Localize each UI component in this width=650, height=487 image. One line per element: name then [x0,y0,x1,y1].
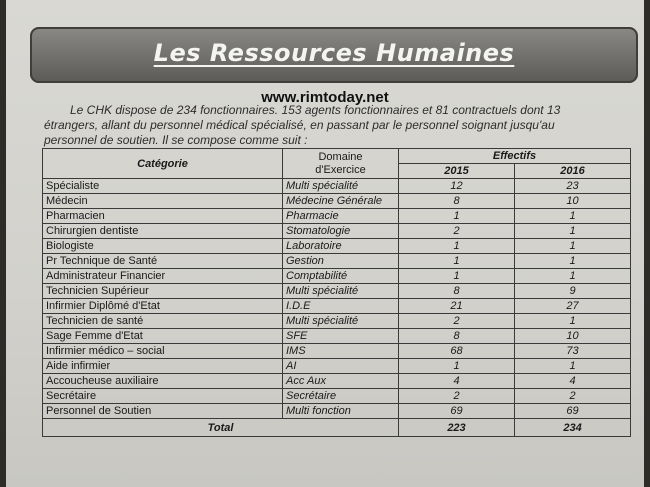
table-row [43,239,631,254]
cell-categorie: Accoucheuse auxiliaire [43,374,283,389]
header-year-2015: 2015 [399,164,515,179]
cell-domaine: Gestion [283,254,399,269]
table-row [43,329,631,344]
cell-categorie: Sage Femme d'Etat [43,329,283,344]
cell-domaine: Multi spécialité [283,179,399,194]
table-row [43,194,631,209]
table-row [43,389,631,404]
intro-line-2: étrangers, allant du personnel médical spécialisé, en passant par le personnel soignant jusqu'au [44,118,555,132]
cell-categorie: Médecin [43,194,283,209]
cell-2016: 1 [515,254,631,269]
table-row [43,209,631,224]
header-domaine-line1: Domaine [318,150,363,163]
cell-categorie: Technicien de santé [43,314,283,329]
total-row [43,419,631,437]
header-domaine [283,149,399,179]
cell-categorie: Biologiste [43,239,283,254]
document-page [6,0,644,487]
cell-2015: 2 [399,314,515,329]
total-label: Total [43,419,399,437]
intro-paragraph [44,103,624,148]
title-banner [30,27,638,83]
cell-categorie: Chirurgien dentiste [43,224,283,239]
cell-domaine: Secrétaire [283,389,399,404]
cell-2016: 1 [515,269,631,284]
cell-categorie: Aide infirmier [43,359,283,374]
cell-domaine: Multi spécialité [283,284,399,299]
cell-2016: 1 [515,224,631,239]
cell-2015: 2 [399,389,515,404]
cell-domaine: Multi spécialité [283,314,399,329]
cell-2015: 21 [399,299,515,314]
cell-domaine: AI [283,359,399,374]
cell-domaine: Laboratoire [283,239,399,254]
cell-categorie: Pr Technique de Santé [43,254,283,269]
cell-categorie: Administrateur Financier [43,269,283,284]
cell-2016: 10 [515,329,631,344]
cell-2016: 27 [515,299,631,314]
cell-2016: 69 [515,404,631,419]
cell-2015: 2 [399,224,515,239]
cell-2015: 8 [399,284,515,299]
table-row [43,179,631,194]
cell-2016: 1 [515,239,631,254]
header-domaine-line2: d'Exercice [315,163,366,176]
cell-2016: 1 [515,209,631,224]
table-row [43,224,631,239]
table-row [43,269,631,284]
cell-2015: 1 [399,359,515,374]
cell-2015: 1 [399,239,515,254]
intro-line-3: personnel de soutien. Il se compose comme suit : [44,133,308,147]
cell-2015: 1 [399,254,515,269]
cell-domaine: Pharmacie [283,209,399,224]
cell-2016: 10 [515,194,631,209]
cell-domaine: Médecine Générale [283,194,399,209]
header-categorie: Catégorie [43,149,283,179]
table-row [43,284,631,299]
cell-domaine: Acc Aux [283,374,399,389]
total-2015: 223 [399,419,515,437]
cell-domaine: Stomatologie [283,224,399,239]
intro-line-1: Le CHK dispose de 234 fonctionnaires. 153 agents fonctionnaires et 81 contractuels dont 13 [70,103,561,117]
cell-2016: 9 [515,284,631,299]
cell-categorie: Infirmier médico – social [43,344,283,359]
watermark-url: www.rimtoday.net [261,89,389,106]
cell-categorie: Secrétaire [43,389,283,404]
cell-2016: 2 [515,389,631,404]
cell-2015: 69 [399,404,515,419]
table-row [43,359,631,374]
cell-2015: 8 [399,329,515,344]
cell-2016: 1 [515,359,631,374]
header-year-2016: 2016 [515,164,631,179]
cell-domaine: I.D.E [283,299,399,314]
total-2016: 234 [515,419,631,437]
cell-2016: 1 [515,314,631,329]
table-row [43,344,631,359]
cell-2015: 1 [399,269,515,284]
cell-domaine: IMS [283,344,399,359]
cell-2016: 4 [515,374,631,389]
cell-categorie: Spécialiste [43,179,283,194]
staff-table [42,148,631,437]
cell-2016: 73 [515,344,631,359]
cell-2015: 1 [399,209,515,224]
cell-categorie: Pharmacien [43,209,283,224]
cell-domaine: SFE [283,329,399,344]
cell-categorie: Infirmier Diplômé d'Etat [43,299,283,314]
cell-categorie: Technicien Supérieur [43,284,283,299]
table-row [43,299,631,314]
cell-2016: 23 [515,179,631,194]
cell-2015: 12 [399,179,515,194]
header-effectifs: Effectifs [399,149,631,164]
cell-domaine: Comptabilité [283,269,399,284]
cell-2015: 4 [399,374,515,389]
table-row [43,254,631,269]
table-row [43,314,631,329]
cell-2015: 68 [399,344,515,359]
cell-categorie: Personnel de Soutien [43,404,283,419]
table-row [43,374,631,389]
cell-2015: 8 [399,194,515,209]
table-row [43,404,631,419]
table-body [43,179,631,419]
cell-domaine: Multi fonction [283,404,399,419]
page-title: Les Ressources Humaines [153,39,515,67]
